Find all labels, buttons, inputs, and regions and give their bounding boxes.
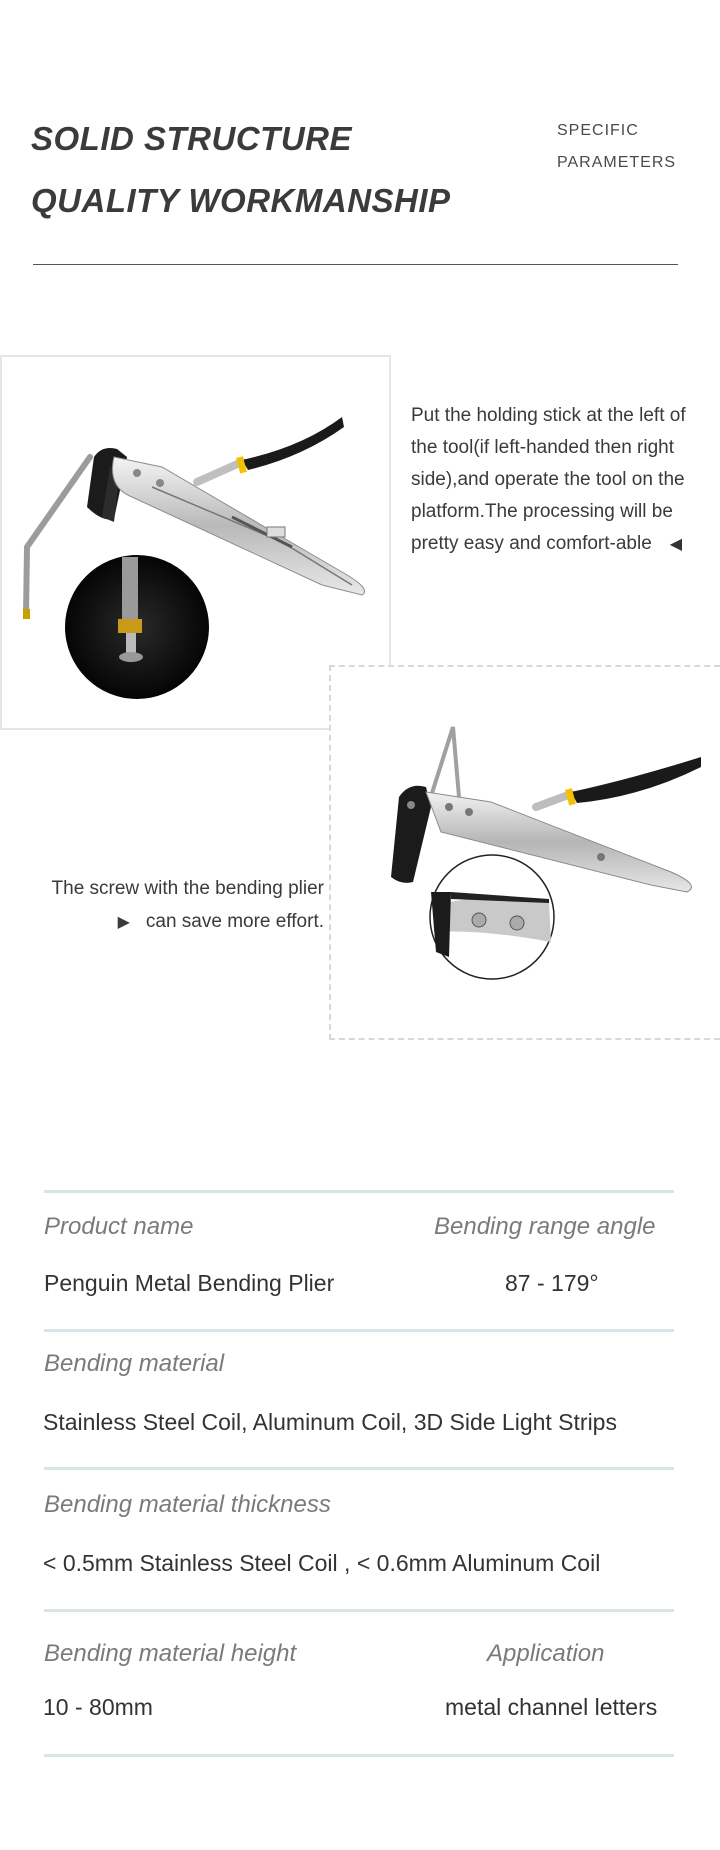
- param-divider-4: [44, 1609, 674, 1612]
- param-divider-1: [44, 1190, 674, 1193]
- spec-label-line1: SPECIFIC: [557, 122, 639, 139]
- param-divider-3: [44, 1467, 674, 1470]
- bending-angle-label: Bending range angle: [434, 1213, 656, 1240]
- product-name-label: Product name: [44, 1213, 194, 1240]
- spec-label-line2: PARAMETERS: [557, 154, 677, 171]
- headline-quality-workmanship: QUALITY WORKMANSHIP: [31, 182, 451, 219]
- material-height-value: 10 - 80mm: [43, 1694, 153, 1720]
- feature2-line1: The screw with the bending plier: [51, 878, 324, 899]
- material-thickness-value: < 0.5mm Stainless Steel Coil , < 0.6mm Aluminum Coil: [43, 1550, 601, 1576]
- feature-description-holding-stick: [411, 400, 711, 561]
- product-name-value: Penguin Metal Bending Plier: [44, 1270, 335, 1296]
- feature1-text: Put the holding stick at the left of the tool(if left-handed then right side),and operate the tool on the platform.The processing will be pretty easy and comfort-able: [411, 405, 686, 554]
- product-photo-screw: [329, 665, 720, 1040]
- headline-solid-structure: SOLID STRUCTURE: [31, 120, 352, 157]
- feature2-line2: can save more effort.: [145, 911, 324, 932]
- feature-description-screw: [14, 872, 324, 939]
- bending-angle-value: 87 - 179°: [505, 1270, 599, 1296]
- header-divider: [33, 264, 678, 265]
- application-value: metal channel letters: [445, 1694, 658, 1720]
- plier-illustration-2: [331, 667, 720, 1038]
- param-divider-2: [44, 1329, 674, 1332]
- material-height-label: Bending material height: [44, 1640, 297, 1667]
- pointer-right-icon: ▶: [117, 914, 130, 931]
- pointer-left-icon: ◀: [669, 536, 683, 553]
- bending-material-label: Bending material: [44, 1350, 225, 1377]
- bending-material-value: Stainless Steel Coil, Aluminum Coil, 3D Side Light Strips: [43, 1409, 617, 1435]
- material-thickness-label: Bending material thickness: [44, 1491, 331, 1518]
- param-divider-5: [44, 1754, 674, 1757]
- application-label: Application: [487, 1640, 605, 1667]
